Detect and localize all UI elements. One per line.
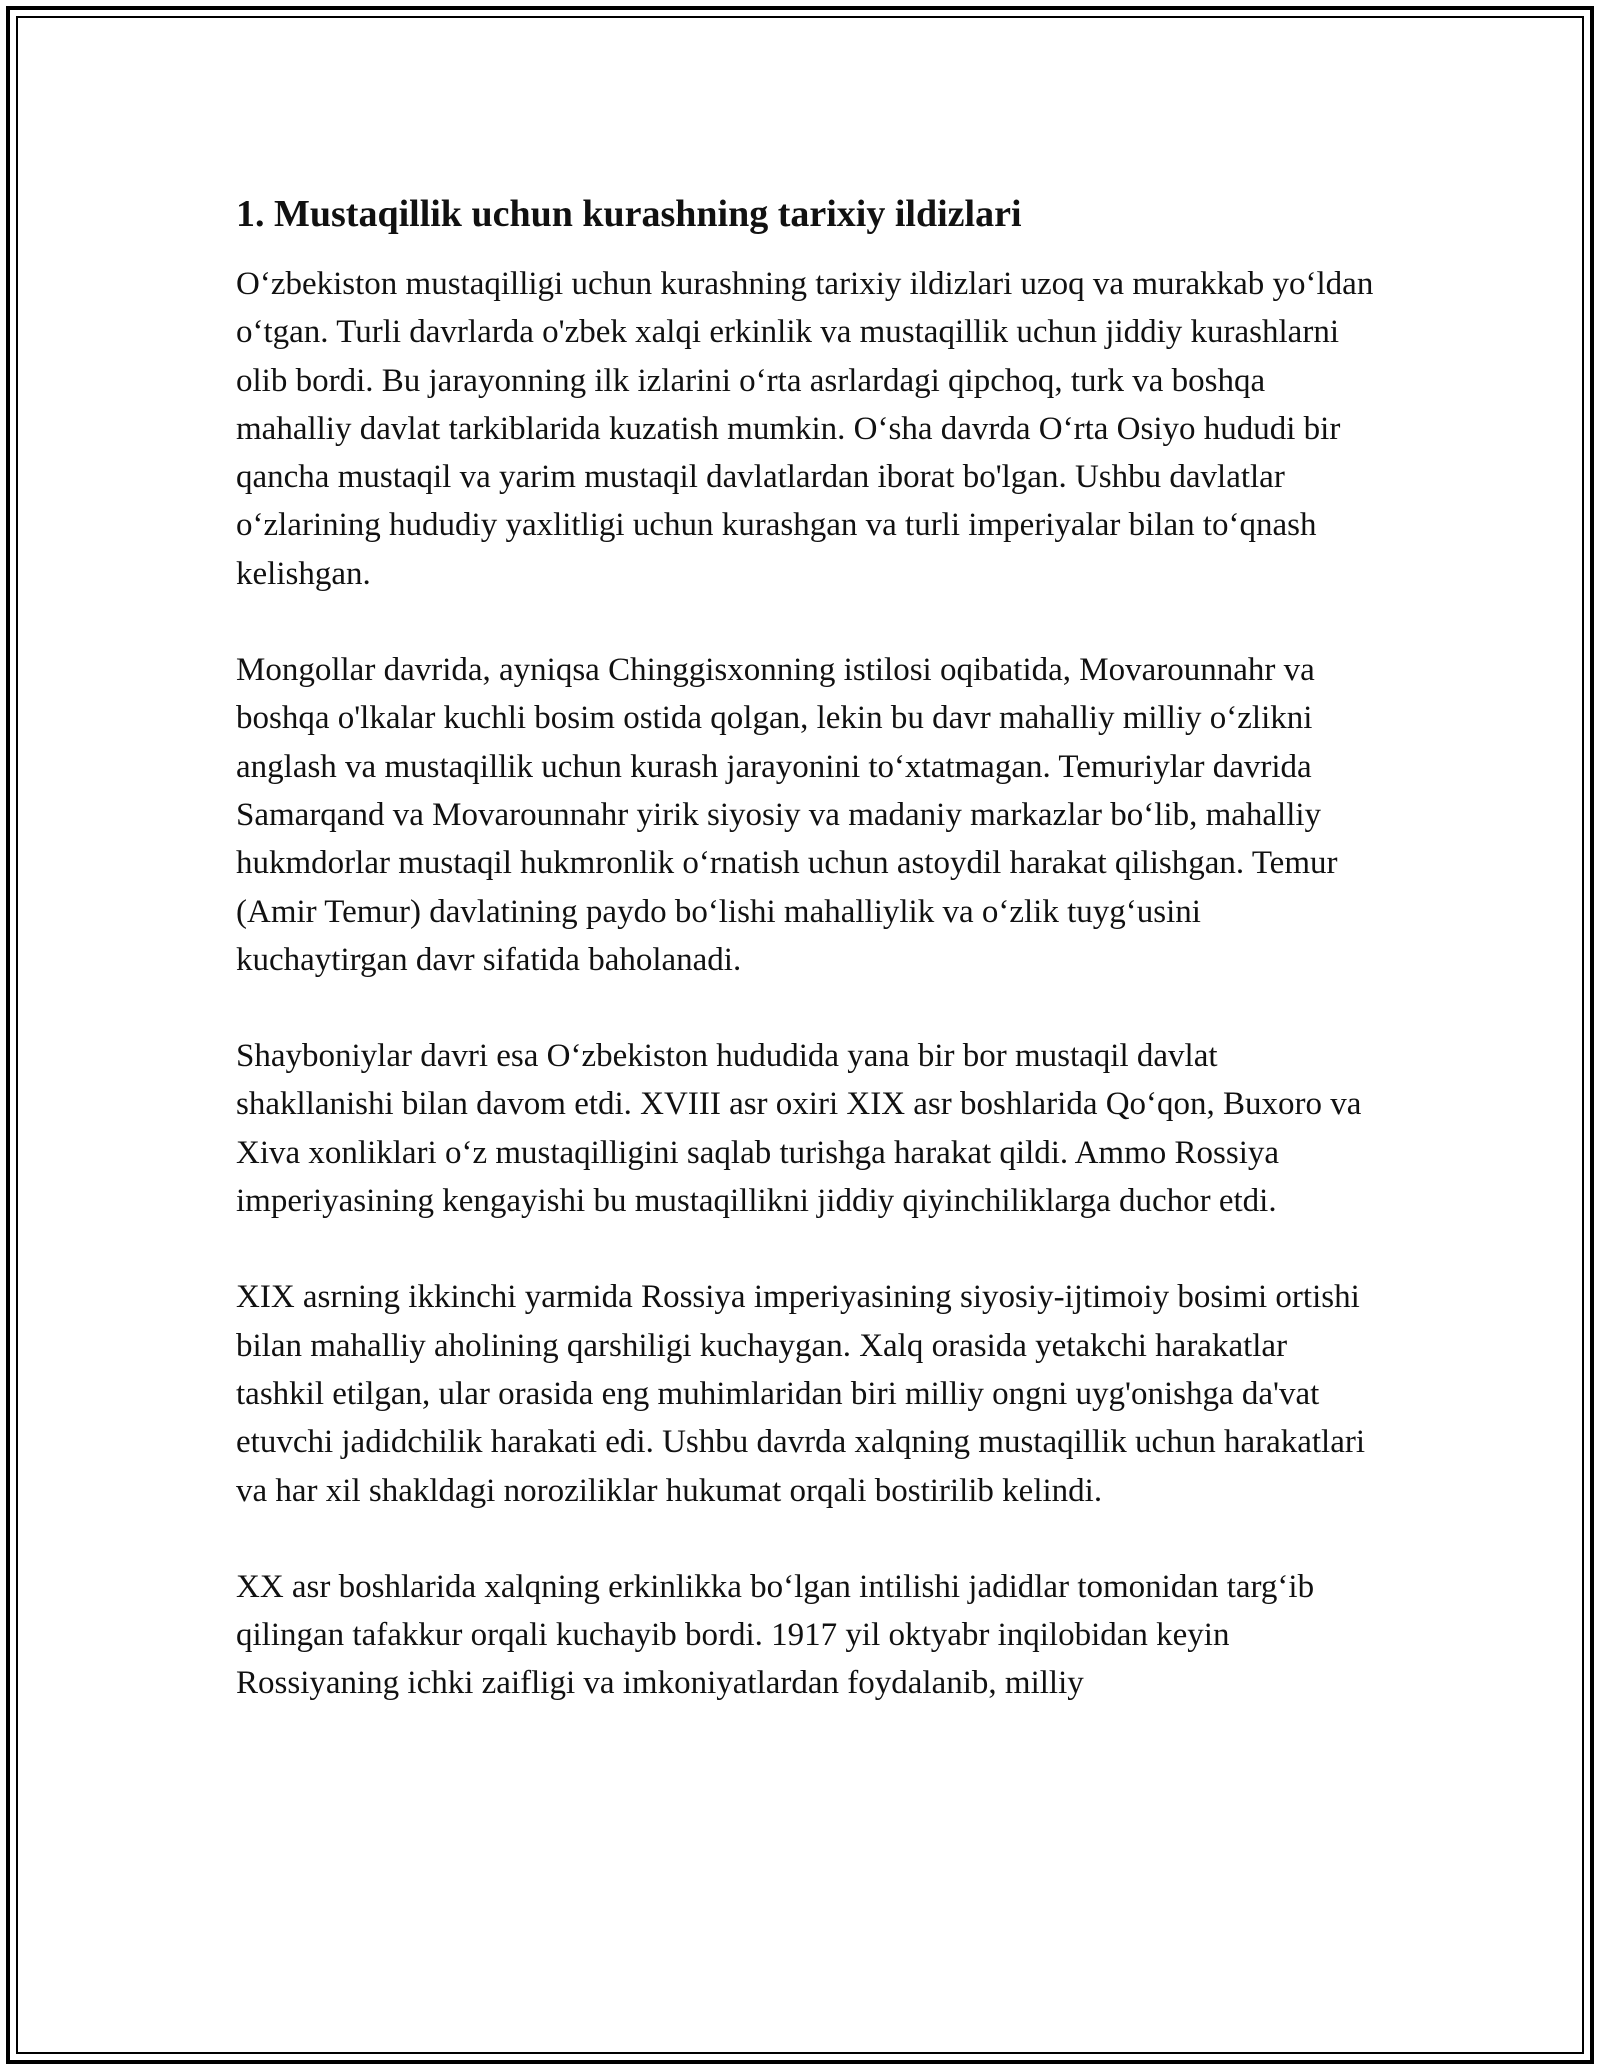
section-heading: 1. Mustaqillik uchun kurashning tarixiy ildizlari	[236, 193, 1022, 235]
paragraph-3: Shayboniylar davri esa O‘zbekiston hududida yana bir bor mustaqil davlat shakllanishi bilan davom etdi. XVIII asr oxiri XIX asr boshlarida Qo‘qon, Buxoro va Xiva xonliklari o‘z mustaqilligini saqlab turishga harakat qildi. Ammo Rossiya imperiyasining kengayishi bu mustaqillikni jiddiy qiyinchiliklarga duchor etdi.	[236, 1038, 1362, 1220]
document-body	[236, 186, 1376, 1708]
paragraph-4: XIX asrning ikkinchi yarmida Rossiya imperiyasining siyosiy-ijtimoiy bosimi ortishi bilan mahalliy aholining qarshiligi kuchaygan. Xalq orasida yetakchi harakatlar tashkil etilgan, ular orasida eng muhimlaridan biri milliy ongni uyg'onishga da'vat etuvchi jadidchilik harakati edi. Ushbu davrda xalqning mustaqillik uchun harakatlari va har xil shakldagi noroziliklar hukumat orqali bostirilib kelindi.	[236, 1279, 1366, 1509]
paragraph-5: XX asr boshlarida xalqning erkinlikka bo‘lgan intilishi jadidlar tomonidan targ‘ib qilingan tafakkur orqali kuchayib bordi. 1917 yil oktyabr inqilobidan keyin Rossiyaning ichki zaifligi va imkoniyatlardan foydalanib, milliy	[236, 1568, 1315, 1702]
paragraph-2: Mongollar davrida, ayniqsa Chinggisxonning istilosi oqibatida, Movarounnahr va boshqa o'lkalar kuchli bosim ostida qolgan, lekin bu davr mahalliy milliy o‘zlikni anglash va mustaqillik uchun kurash jarayonini to‘xtatmagan. Temuriylar davrida Samarqand va Movarounnahr yirik siyosiy va madaniy markazlar bo‘lib, mahalliy hukmdorlar mustaqil hukmronlik o‘rnatish uchun astoydil harakat qilishgan. Temur (Amir Temur) davlatining paydo bo‘lishi mahalliylik va o‘zlik tuyg‘usini kuchaytirgan davr sifatida baholanadi.	[236, 652, 1338, 978]
paragraph-1: O‘zbekiston mustaqilligi uchun kurashning tarixiy ildizlari uzoq va murakkab yo‘ldan o‘tgan. Turli davrlarda o'zbek xalqi erkinlik va mustaqillik uchun jiddiy kurashlarni olib bordi. Bu jarayonning ilk izlarini o‘rta asrlardagi qipchoq, turk va boshqa mahalliy davlat tarkiblarida kuzatish mumkin. O‘sha davrda O‘rta Osiyo hududi bir qancha mustaqil va yarim mustaqil davlatlardan iborat bo'lgan. Ushbu davlatlar o‘zlarining hududiy yaxlitligi uchun kurashgan va turli imperiyalar bilan to‘qnash kelishgan.	[236, 266, 1374, 592]
